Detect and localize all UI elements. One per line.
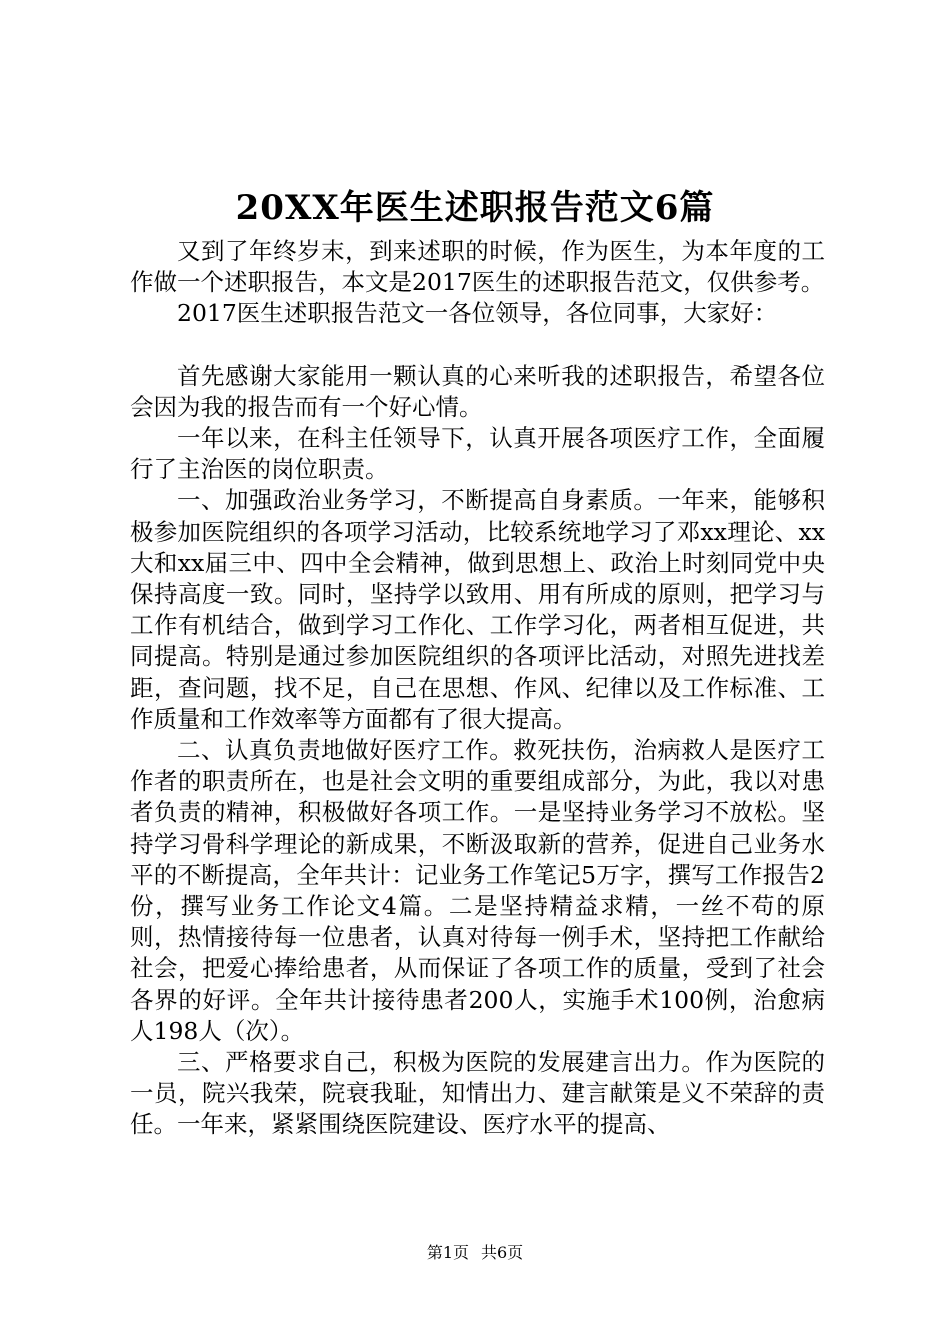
paragraph-greeting: 2017医生述职报告范文一各位领导，各位同事，大家好： [177, 299, 778, 328]
paragraph-section-one: 一、加强政治业务学习，不断提高自身素质。一年来，能够积极参加医院组织的各项学习活动，比较系统地学习了邓xx理论、xx大和xx届三中、四中全会精神，做到思想上、政治上时刻同党中央保持高度一致。同时，坚持学以致用、用有所成的原则，把学习与工作有机结合，做到学习工作化、工作学习化，两者相互促进，共同提高。特别是通过参加医院组织的各项评比活动，对照先进找差距，查问题，找不足，自己在思想、作风、纪律以及工作标准、工作质量和工作效率等方面都有了很大提高。 [130, 486, 825, 733]
document-body [130, 236, 825, 1141]
paragraph-intro: 又到了年终岁末，到来述职的时候，作为医生，为本年度的工作做一个述职报告，本文是2017医生的述职报告范文，仅供参考。 [130, 237, 825, 297]
page-footer [0, 1243, 950, 1263]
paragraph-section-two: 二、认真负责地做好医疗工作。救死扶伤，治病救人是医疗工作者的职责所在，也是社会文明的重要组成部分，为此，我以对患者负责的精神，积极做好各项工作。一是坚持业务学习不放松。坚持学习骨科学理论的新成果，不断汲取新的营养，促进自己业务水平的不断提高，全年共计：记业务工作笔记5万字，撰写工作报告2份，撰写业务工作论文4篇。二是坚持精益求精，一丝不苟的原则，热情接待每一位患者，认真对待每一例手术，坚持把工作献给社会，把爱心捧给患者，从而保证了各项工作的质量，受到了社会各界的好评。全年共计接待患者200人，实施手术100例，治愈病人198人（次）。 [130, 736, 825, 1045]
paragraph-section-three: 三、严格要求自己，积极为医院的发展建言出力。作为医院的一员，院兴我荣，院衰我耻，知情出力、建言献策是义不荣辞的责任。一年来，紧紧围绕医院建设、医疗水平的提高、 [130, 1048, 825, 1139]
page-number: 第1页 [426, 1243, 469, 1262]
paragraph-thanks: 首先感谢大家能用一颗认真的心来听我的述职报告，希望各位会因为我的报告而有一个好心情。 [130, 361, 825, 421]
paragraph-overview: 一年以来，在科主任领导下，认真开展各项医疗工作，全面履行了主治医的岗位职责。 [130, 424, 825, 484]
page-total: 共6页 [481, 1243, 524, 1262]
document-title: 20XX年医生述职报告范文6篇 [235, 188, 715, 228]
